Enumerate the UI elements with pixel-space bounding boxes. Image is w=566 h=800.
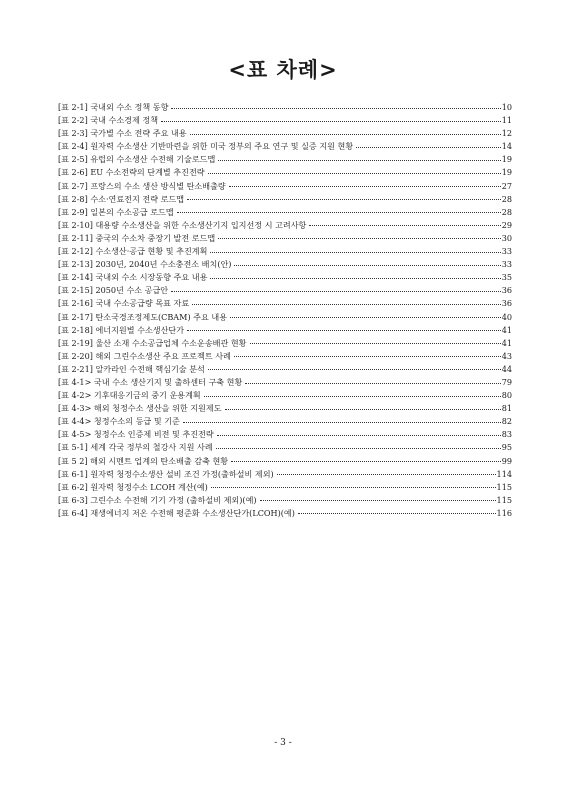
toc-entry-page: 116 xyxy=(496,507,512,518)
toc-dot-leader xyxy=(218,156,500,164)
toc-dot-leader xyxy=(218,234,500,242)
toc-entry-page: 29 xyxy=(501,219,512,230)
toc-entry-label: [표 5-1] 세계 각국 정부의 철강사 지원 사례 xyxy=(58,442,213,453)
toc-entry-page: 99 xyxy=(501,455,512,466)
toc-entry[interactable] xyxy=(58,311,512,324)
toc-dot-leader xyxy=(230,313,501,321)
toc-entry-label: [표 2-13] 2030년, 2040년 수소충전소 배치(안) xyxy=(58,259,232,270)
toc-dot-leader xyxy=(231,457,501,465)
toc-dot-leader xyxy=(211,483,496,491)
toc-entry-label: [표 2-8] 수소·연료전지 전략 로드맵 xyxy=(58,193,185,204)
toc-dot-leader xyxy=(298,509,496,517)
toc-entry-page: 28 xyxy=(501,193,512,204)
toc-entry-label: [표 6-4] 재생에너지 저온 수전해 평준화 수소생산단가(LCOH)(예) xyxy=(58,507,295,518)
toc-dot-leader xyxy=(177,208,501,216)
toc-entry[interactable] xyxy=(58,232,512,245)
toc-entry-page: 80 xyxy=(501,390,512,401)
toc-entry-label: [표 2-11] 중국의 수소차 중장기 발전 로드맵 xyxy=(58,232,216,243)
toc-dot-leader xyxy=(245,379,500,387)
toc-entry-label: [표 2-17] 탄소국경조정제도(CBAM) 주요 내용 xyxy=(58,311,228,322)
toc-dot-leader xyxy=(192,300,501,308)
toc-dot-leader xyxy=(229,182,501,190)
toc-entry-label: [표 2-5] 유럽의 수소생산 수전해 기술로드맵 xyxy=(58,154,216,165)
toc-entry[interactable] xyxy=(58,140,512,153)
toc-entry[interactable] xyxy=(58,127,512,140)
toc-entry[interactable] xyxy=(58,350,512,363)
toc-entry-label: [표 2-21] 알카라인 수전해 핵심기술 분석 xyxy=(58,363,205,374)
toc-entry-label: [표 6-3] 그린수소 수전해 기기 가정 (출하설비 제외)(예) xyxy=(58,494,257,505)
toc-entry-page: 12 xyxy=(501,128,512,139)
toc-entry[interactable] xyxy=(58,258,512,271)
toc-entry[interactable] xyxy=(58,389,512,402)
toc-dot-leader xyxy=(210,248,500,256)
toc-dot-leader xyxy=(187,195,501,203)
toc-entry-label: [표 2-20] 해외 그린수소생산 주요 프로젝트 사례 xyxy=(58,350,231,361)
toc-dot-leader xyxy=(208,365,501,373)
toc-dot-leader xyxy=(171,104,500,112)
toc-dot-leader xyxy=(250,339,501,347)
toc-dot-leader xyxy=(204,392,501,400)
page-number: - 3 - xyxy=(274,738,292,748)
toc-entry-page: 82 xyxy=(501,416,512,427)
toc-entry[interactable] xyxy=(58,284,512,297)
table-of-contents-list xyxy=(58,101,512,520)
toc-entry-page: 19 xyxy=(501,154,512,165)
toc-dot-leader xyxy=(183,418,501,426)
toc-entry-label: [표 4-1> 국내 수소 생산기지 및 출하센터 구축 현황 xyxy=(58,376,243,387)
toc-entry-page: 41 xyxy=(501,337,512,348)
toc-entry-page: 10 xyxy=(501,102,512,112)
toc-entry-label: [표 2-4] 원자력 수소생산 기반마련을 위한 미국 정부의 주요 연구 및 실증 지원 현황 xyxy=(58,141,354,152)
toc-dot-leader xyxy=(234,352,501,360)
toc-entry[interactable] xyxy=(58,297,512,310)
toc-entry[interactable] xyxy=(58,101,512,114)
toc-dot-leader xyxy=(260,496,496,504)
toc-dot-leader xyxy=(217,431,501,439)
toc-entry-label: [표 2-18] 에너지원별 수소생산단가 xyxy=(58,324,185,335)
toc-entry-label: [표 2-7] 프랑스의 수소 생산 방식별 탄소배출량 xyxy=(58,180,226,191)
toc-dot-leader xyxy=(277,470,496,478)
toc-entry-label: [표 2-9] 일본의 수소공급 로드맵 xyxy=(58,206,174,217)
toc-dot-leader xyxy=(216,444,501,452)
toc-entry-label: [표 2-15] 2050년 수소 공급안 xyxy=(58,285,169,296)
toc-entry-label: [표 2-10] 대용량 수소생산을 위한 수소생산기지 입지선정 시 고려사항 xyxy=(58,219,307,230)
toc-entry-page: 83 xyxy=(501,429,512,440)
toc-entry-label: [표 5 2] 해외 시멘트 업계의 탄소배출 감축 현황 xyxy=(58,455,229,466)
toc-entry[interactable] xyxy=(58,402,512,415)
toc-dot-leader xyxy=(208,169,501,177)
toc-entry[interactable] xyxy=(58,324,512,337)
toc-entry-page: 44 xyxy=(501,363,512,374)
toc-entry[interactable] xyxy=(58,114,512,127)
toc-entry-label: [표 4-3> 해외 청정수소 생산을 위한 지원제도 xyxy=(58,403,222,414)
toc-entry-page: 81 xyxy=(501,403,512,414)
toc-entry[interactable] xyxy=(58,441,512,454)
toc-entry-page: 33 xyxy=(501,246,512,257)
toc-entry[interactable] xyxy=(58,468,512,481)
toc-entry[interactable] xyxy=(58,455,512,468)
toc-dot-leader xyxy=(190,130,501,138)
page-title: <표 차례> xyxy=(228,58,338,82)
toc-entry[interactable] xyxy=(58,363,512,376)
toc-entry-page: 115 xyxy=(496,481,512,492)
toc-entry[interactable] xyxy=(58,245,512,258)
toc-entry-label: [표 4-5> 청정수소 인증제 비전 및 추진전략 xyxy=(58,429,214,440)
toc-dot-leader xyxy=(210,274,500,282)
toc-entry-label: [표 2-3] 국가별 수소 전략 주요 내용 xyxy=(58,128,187,139)
toc-entry-page: 95 xyxy=(501,442,512,453)
toc-entry-page: 27 xyxy=(501,180,512,191)
toc-entry[interactable] xyxy=(58,219,512,232)
toc-entry-label: [표 4-4> 청정수소의 등급 및 기준 xyxy=(58,416,180,427)
toc-entry-label: [표 2-6] EU 수소전략의 단계별 추진전략 xyxy=(58,167,205,178)
toc-entry[interactable] xyxy=(58,481,512,494)
toc-dot-leader xyxy=(225,405,501,413)
toc-dot-leader xyxy=(187,326,501,334)
toc-entry[interactable] xyxy=(58,193,512,206)
toc-dot-leader xyxy=(161,117,501,125)
toc-entry-label: [표 2-14] 국내외 수소 시장동향 주요 내용 xyxy=(58,272,208,283)
toc-entry[interactable] xyxy=(58,428,512,441)
toc-entry-page: 14 xyxy=(501,141,512,152)
toc-entry-page: 35 xyxy=(501,272,512,283)
toc-entry[interactable] xyxy=(58,153,512,166)
toc-entry-page: 40 xyxy=(501,311,512,322)
toc-entry-page: 115 xyxy=(496,494,512,505)
toc-dot-leader xyxy=(171,287,501,295)
toc-dot-leader xyxy=(309,221,500,229)
toc-entry-page: 36 xyxy=(501,298,512,309)
toc-entry-label: [표 4-2> 기후대응기금의 중기 운용계획 xyxy=(58,390,201,401)
toc-entry-label: [표 2-2] 국내 수소경제 정책 xyxy=(58,115,159,126)
toc-entry-label: [표 2-1] 국내외 수소 정책 동향 xyxy=(58,102,169,112)
toc-entry[interactable] xyxy=(58,166,512,179)
toc-entry-page: 30 xyxy=(501,232,512,243)
toc-dot-leader xyxy=(356,143,501,151)
toc-entry-page: 11 xyxy=(501,115,512,126)
toc-entry-page: 28 xyxy=(501,206,512,217)
toc-entry-page: 114 xyxy=(496,468,512,479)
toc-dot-leader xyxy=(234,261,500,269)
toc-entry-label: [표 2-12] 수소생산·공급 현황 및 추진계획 xyxy=(58,246,208,257)
toc-entry[interactable] xyxy=(58,376,512,389)
toc-entry[interactable] xyxy=(58,271,512,284)
toc-entry-label: [표 2-16] 국내 수소공급량 목표 자료 xyxy=(58,298,190,309)
toc-entry-page: 36 xyxy=(501,285,512,296)
toc-entry[interactable] xyxy=(58,507,512,520)
toc-entry[interactable] xyxy=(58,206,512,219)
toc-entry-page: 79 xyxy=(501,376,512,387)
toc-entry[interactable] xyxy=(58,337,512,350)
toc-entry-label: [표 2-19] 울산 소재 수소공급업체 수소운송배관 현황 xyxy=(58,337,247,348)
toc-entry-label: [표 6-1] 원자력 청정수소생산 설비 조건 가정(출하설비 제외) xyxy=(58,468,274,479)
toc-entry[interactable] xyxy=(58,180,512,193)
toc-entry[interactable] xyxy=(58,494,512,507)
toc-entry-page: 19 xyxy=(501,167,512,178)
toc-entry-label: [표 6-2] 원자력 청정수소 LCOH 계산(예) xyxy=(58,481,208,492)
toc-entry[interactable] xyxy=(58,415,512,428)
toc-entry-page: 33 xyxy=(501,259,512,270)
toc-entry-page: 41 xyxy=(501,324,512,335)
toc-entry-page: 43 xyxy=(501,350,512,361)
